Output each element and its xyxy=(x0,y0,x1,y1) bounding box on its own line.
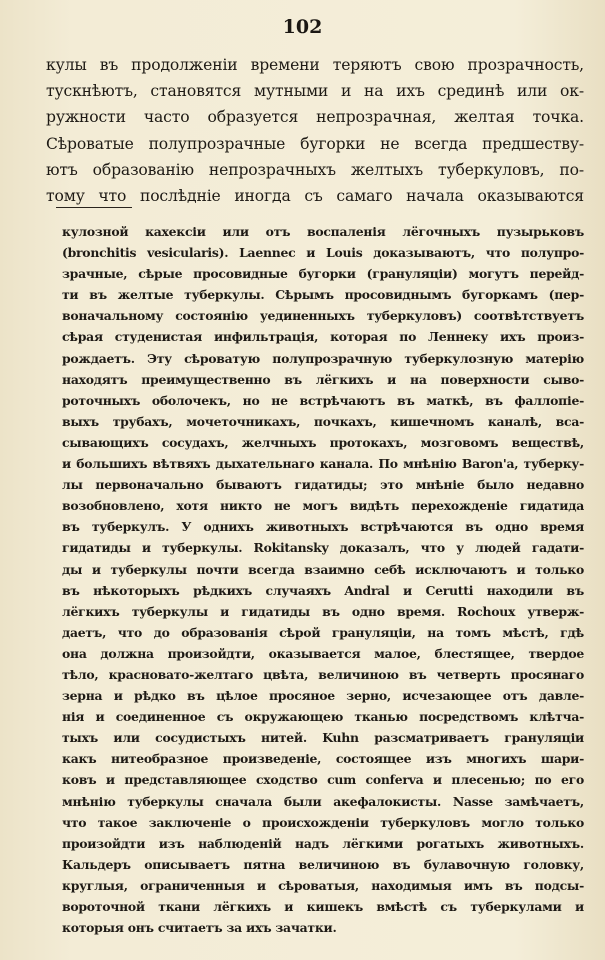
main-text-line: ютъ образованію непрозрачныхъ желтыхъ туберкуловъ, по- xyxy=(46,160,584,179)
footnote-line: что такое заключеніе о происхожденіи туберкуловъ могло только xyxy=(62,814,584,830)
main-text-line: Сѣроватые полупрозрачные бугорки не всегда предшеству- xyxy=(46,134,584,153)
footnote-line: и большихъ вѣтвяхъ дыхательнаго канала. По мнѣнію Baron'a, туберку- xyxy=(62,456,584,472)
footnote-line: ти въ желтые туберкулы. Сѣрымъ просовиднымъ бугоркамъ (пер- xyxy=(62,287,584,303)
footnote-line: тѣло, красновато-желтаго цвѣта, величиною въ четверть просянаго xyxy=(62,666,584,682)
page-number: 102 xyxy=(282,16,323,38)
footnote-divider xyxy=(56,207,132,208)
footnote-line: кулозной кахексіи или отъ воспаленія лёгочныхъ пузырьковъ xyxy=(62,224,584,239)
footnote-line: круглыя, ограниченныя и сѣроватыя, находимыя имъ въ подсы- xyxy=(62,877,584,893)
footnote-line: ды и туберкулы почти всегда взаимно себѣ исключаютъ и только xyxy=(62,561,584,577)
main-text-block xyxy=(46,52,584,209)
main-text-line: тому что послѣдніе иногда съ самаго начала оказываются xyxy=(46,186,584,205)
footnote-line: мнѣнію туберкулы сначала были акефалокисты. Nasse замѣчаетъ, xyxy=(62,793,584,809)
footnote-line: произойдти изъ наблюденій надъ лёгкими рогатыхъ животныхъ. xyxy=(62,835,584,851)
footnote-line: зерна и рѣдко въ цѣлое просяное зерно, исчезающее отъ давле- xyxy=(62,688,584,704)
footnote-block xyxy=(62,221,584,938)
footnote-line: которыя онъ считаетъ за ихъ зачатки. xyxy=(62,920,337,936)
main-text-line: ружности часто образуется непрозрачная, желтая точка. xyxy=(46,108,584,127)
footnote-line: въ нѣкоторыхъ рѣдкихъ случаяхъ Andral и Cerutti находили въ xyxy=(62,582,584,598)
footnote-line: сѣрая студенистая инфильтрація, которая по Леннеку ихъ произ- xyxy=(62,329,584,345)
footnote-line: роточныхъ оболочекъ, но не встрѣчаютъ въ маткѣ, въ фаллопіе- xyxy=(62,392,584,408)
footnote-line: какъ нитеобразное произведеніе, состоящее изъ многихъ шари- xyxy=(62,751,584,767)
footnote-line: зрачные, сѣрые просовидные бугорки (грануляціи) могутъ перейд- xyxy=(62,266,584,282)
main-text-line: кулы въ продолженіи времени теряютъ свою прозрачность, xyxy=(46,56,584,74)
footnote-line: находятъ преимущественно въ лёгкихъ и на поверхности сыво- xyxy=(62,371,584,387)
footnote-line: въ туберкулъ. У однихъ животныхъ встрѣчаются въ одно время xyxy=(62,519,584,535)
footnote-line: вороточной ткани лёгкихъ и кишекъ вмѣстѣ съ туберкулами и xyxy=(62,899,584,914)
footnote-line: она должна произойдти, оказывается малое, блестящее, твердое xyxy=(62,645,584,661)
footnote-line: даетъ, что до образованія сѣрой грануляціи, на томъ мѣстѣ, гдѣ xyxy=(62,624,584,640)
footnote-line: нія и соединенное съ окружающею тканью посредствомъ клѣтча- xyxy=(62,709,584,725)
footnote-line: тыхъ или сосудистыхъ нитей. Kuhn разсматриваетъ грануляціи xyxy=(62,730,584,746)
footnote-line: рождаетъ. Эту сѣроватую полупрозрачную туберкулозную матерію xyxy=(62,350,584,366)
footnote-line: возобновлено, хотя никто не могъ видѣть перехожденіе гидатида xyxy=(62,498,584,514)
main-text-line: тускнѣютъ, становятся мутными и на ихъ срединѣ или ок- xyxy=(46,82,584,101)
footnote-line: сывающихъ сосудахъ, желчныхъ протокахъ, мозговомъ веществѣ, xyxy=(62,434,584,450)
footnote-line: лёгкихъ туберкулы и гидатиды въ одно время. Rochoux утверж- xyxy=(62,603,584,619)
footnote-line: воначальному состоянію уединенныхъ туберкуловъ) соотвѣтствуетъ xyxy=(62,308,584,324)
footnote-line: гидатиды и туберкулы. Rokitansky доказалъ, что у людей гадати- xyxy=(62,540,584,556)
footnote-line: ковъ и представляющее сходство cum conferva и плесенью; по его xyxy=(62,772,584,788)
footnote-line: Кальдеръ описываетъ пятна величиною въ булавочную головку, xyxy=(62,856,584,872)
footnote-line: выхъ трубахъ, мочеточникахъ, почкахъ, кишечномъ каналѣ, вса- xyxy=(62,413,584,429)
footnote-line: (bronchitis vesicularis). Laennec и Louis доказываютъ, что полупро- xyxy=(62,245,584,261)
footnote-line: лы первоначально бываютъ гидатиды; это мнѣніе было недавно xyxy=(62,477,584,493)
